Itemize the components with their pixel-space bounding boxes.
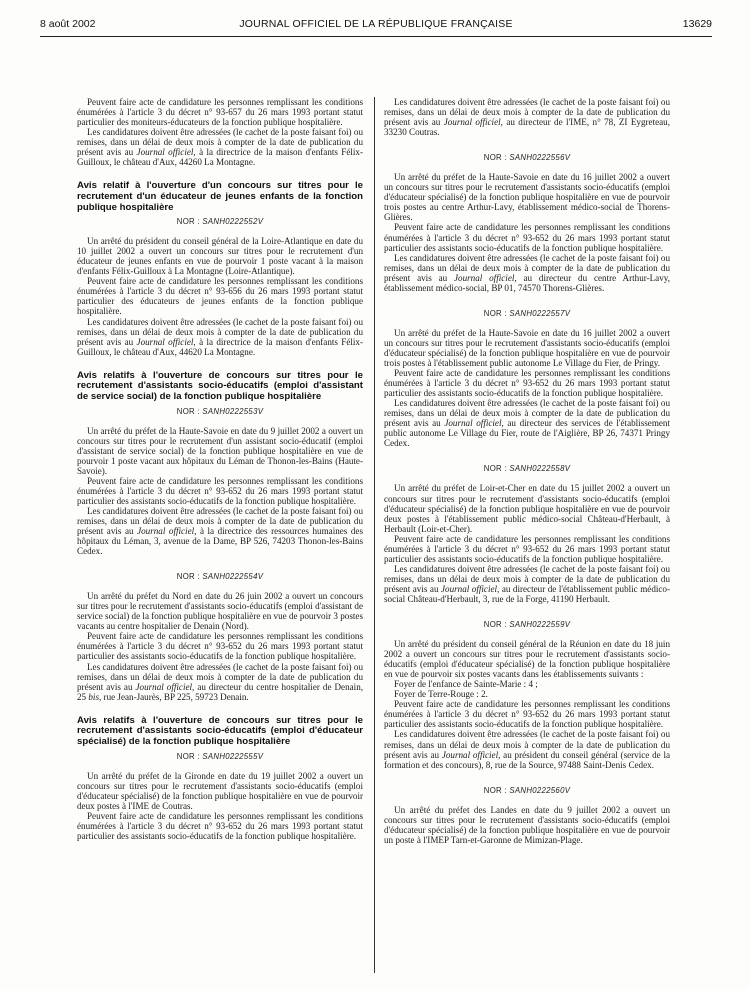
- journal-title: JOURNAL OFFICIEL DE LA RÉPUBLIQUE FRANÇAISE: [239, 18, 513, 30]
- nor-reference: NOR : SANH0222556V: [483, 153, 571, 163]
- nor-reference: NOR : SANH0222559V: [483, 620, 571, 630]
- paragraph: Un arrêté du préfet de la Haute-Savoie en date du 9 juillet 2002 a ouvert un concours sur titres pour le recrutement d'un assistant socio-éducatif (emploi d'assistant de service social) de la fonction publique hospitalière en vue de pourvoir 1 poste vacant aux hôpitaux du Léman de Thonon-les-Bains (Haute-Savoie).: [77, 425, 363, 476]
- paragraph: Un arrêté du préfet de Loir-et-Cher en date du 15 juillet 2002 a ouvert un concours sur titres pour le recrutement d'assistants socio-éducatifs (emploi d'éducateur spécialisé) de la fonction publique hospitalière en vue de pourvoir deux postes à l'établissement public médico-social Château-d'Herbault, à Herbault (Loir-et-Cher).: [384, 483, 670, 534]
- nor-reference: NOR : SANH0222560V: [483, 785, 571, 795]
- paragraph: Peuvent faire acte de candidature les personnes remplissant les conditions énumérées à l'article 3 du décret n° 93-652 du 26 mars 1993 portant statut particulier des assistants socio-éducatifs de la fonction publique hospitalière.: [384, 699, 670, 730]
- paragraph: Peuvent faire acte de candidature les personnes remplissant les conditions énumérées à l'article 3 du décret n° 93-656 du 26 mars 1993 portant statut particulier des éducateurs de jeunes enfants de la fonction publique hospitalière.: [77, 276, 363, 317]
- paragraph: Les candidatures doivent être adressées (le cachet de la poste faisant foi) ou remises, dans un délai de deux mois à compter de la date de publication du présent avis au Journal officiel, à la directrice des ressources humaines des hôpitaux du Léman, 3, avenue de la Dame, BP 526, 74203 Thonon-les-Bains Cedex.: [77, 505, 363, 557]
- paragraph: Peuvent faire acte de candidature les personnes remplissant les conditions énumérées à l'article 3 du décret n° 93-652 du 26 mars 1993 portant statut particulier des assistants socio-éducatifs de la fonction publique hospitalière.: [384, 368, 670, 399]
- paragraph: Les candidatures doivent être adressées (le cachet de la poste faisant foi) ou remises, dans un délai de deux mois à compter de la date de publication du présent avis au Journal officiel, au directeur des services de l'établissement public autonome Le Village du Fier, route de l'Aiglière, BP 26, 74371 Pringy Cedex.: [384, 398, 671, 449]
- notice-heading: Avis relatifs à l'ouverture de concours sur titres pour le recrutement d'assistants socio-éducatifs (emploi d'assistant de service social) de la fonction publique hospitalière: [77, 369, 363, 402]
- paragraph: Les candidatures doivent être adressées (le cachet de la poste faisant foi) ou remises, dans un délai de deux mois à compter de la date de publication du présent avis au Journal officiel, au directeur de l'IME, n° 78, ZI Eygreteau, 33230 Coutras.: [384, 97, 670, 138]
- publication-date: 8 août 2002: [40, 18, 96, 30]
- paragraph: Peuvent faire acte de candidature les personnes remplissant les conditions énumérées à l'article 3 du décret n° 93-652 du 26 mars 1993 portant statut particulier des assistants socio-éducatifs de la fonction publique hospitalière.: [384, 533, 670, 564]
- paragraph: Les candidatures doivent être adressées (le cachet de la poste faisant foi) ou remises, dans un délai de deux mois à compter de la date de publication du présent avis au Journal officiel, à la directrice de la maison d'enfants Félix-Guilloux, le château d'Aux, 44260 La Montagne.: [77, 127, 364, 168]
- notice-heading: Avis relatifs à l'ouverture de concours sur titres pour le recrutement d'assistants socio-éducatifs (emploi d'éducateur spécialisé) de la fonction publique hospitalière: [77, 714, 363, 747]
- header-rule: [40, 36, 712, 37]
- nor-reference: NOR : SANH0222552V: [176, 217, 264, 227]
- list-item: Foyer de l'enfance de Sainte-Marie : 4 ;: [394, 679, 538, 690]
- column-divider: [374, 97, 375, 973]
- right-column: [384, 97, 670, 845]
- paragraph: Peuvent faire acte de candidature les personnes remplissant les conditions énumérées à l'article 3 du décret n° 93-652 du 26 mars 1993 portant statut particulier des assistants socio-éducatifs de la fonction publique hospitalière.: [77, 810, 363, 841]
- paragraph: Un arrêté du préfet de la Gironde en date du 19 juillet 2002 a ouvert un concours sur titres pour le recrutement d'assistants socio-éducatifs (emploi d'éducateur spécialisé) de la fonction publique hospitalière en vue de pourvoir deux postes à l'IME de Coutras.: [77, 770, 363, 811]
- paragraph: Un arrêté du président du conseil général de la Réunion en date du 18 juin 2002 a ouvert un concours sur titres pour le recrutement d'assistants socio-éducatifs (emploi d'éducateur spécialisé) de la fonction publique hospitalière en vue de pourvoir six postes vacants dans les établissements suivants :: [384, 639, 670, 680]
- nor-reference: NOR : SANH0222557V: [483, 308, 571, 318]
- paragraph: Un arrêté du président du conseil général de la Loire-Atlantique en date du 10 juillet 2002 a ouvert un concours sur titres pour le recrutement d'un éducateur de jeunes enfants en vue de pourvoir 1 poste vacant à la maison d'enfants Félix-Guilloux à La Montagne (Loire-Atlantique).: [77, 236, 363, 277]
- paragraph: Les candidatures doivent être adressées (le cachet de la poste faisant foi) ou remises, dans un délai de deux mois à compter de la date de publication du présent avis au Journal officiel, au directeur du centre Arthur-Lavy, établissement médico-social, BP 01, 74570 Thorens-Glières.: [384, 252, 670, 293]
- list-item: Foyer de Terre-Rouge : 2.: [394, 689, 488, 700]
- paragraph: Les candidatures doivent être adressées (le cachet de la poste faisant foi) ou remises, dans un délai de deux mois à compter de la date de publication du présent avis au Journal officiel, à la directrice de la maison d'enfants Félix-Guilloux, le château d'Aux, 44620 La Montagne.: [77, 316, 364, 357]
- nor-reference: NOR : SANH0222555V: [176, 751, 264, 761]
- paragraph: Les candidatures doivent être adressées (le cachet de la poste faisant foi) ou remises, dans un délai de deux mois à compter de la date de publication du présent avis au Journal officiel, au directeur du centre hospitalier de Denain, 25 bis, rue Jean-Jaurès, BP 225, 59723 Denain.: [77, 661, 364, 702]
- paragraph: Un arrêté du préfet de la Haute-Savoie en date du 16 juillet 2002 a ouvert un concours sur titres pour le recrutement d'assistants socio-éducatifs (emploi d'éducateur spécialisé) de la fonction publique hospitalière en vue de pourvoir trois postes au centre Arthur-Lavy, établissement médico-social de Thorens-Glières.: [384, 172, 670, 223]
- paragraph: Peuvent faire acte de candidature les personnes remplissant les conditions énumérées à l'article 3 du décret n° 93-652 du 26 mars 1993 portant statut particulier des assistants socio-éducatifs de la fonction publique hospitalière.: [77, 475, 363, 506]
- paragraph: Peuvent faire acte de candidature les personnes remplissant les conditions énumérées à l'article 3 du décret n° 93-652 du 26 mars 1993 portant statut particulier des assistants socio-éducatifs de la fonction publique hospitalière.: [77, 631, 363, 662]
- paragraph: Les candidatures doivent être adressées (le cachet de la poste faisant foi) ou remises, dans un délai de deux mois à compter de la date de publication du présent avis au Journal officiel, au président du conseil général (service de la formation et des concours), 8, rue de la Source, 97488 Saint-Denis Cedex.: [384, 729, 671, 770]
- nor-reference: NOR : SANH0222553V: [176, 406, 264, 416]
- notice-heading: Avis relatif à l'ouverture d'un concours sur titres pour le recrutement d'un éducateur de jeunes enfants de la fonction publique hospitalière: [77, 180, 363, 213]
- paragraph: Un arrêté du préfet des Landes en date du 9 juillet 2002 a ouvert un concours sur titres pour le recrutement d'assistants socio-éducatifs (emploi d'éducateur spécialisé) de la fonction publique hospitalière en vue de pourvoir un poste à l'IMEP Tarn-et-Garonne de Mimizan-Plage.: [384, 804, 670, 845]
- paragraph: Un arrêté du préfet de la Haute-Savoie en date du 16 juillet 2002 a ouvert un concours sur titres pour le recrutement d'assistants socio-éducatifs (emploi d'éducateur spécialisé) de la fonction publique hospitalière en vue de pourvoir trois postes à l'établissement public autonome Le Village du Fier, de Pringy.: [384, 327, 670, 368]
- paragraph: Les candidatures doivent être adressées (le cachet de la poste faisant foi) ou remises, dans un délai de deux mois à compter de la date de publication du présent avis au Journal officiel, au directeur de l'établissement public médico-social Château-d'Herbault, 3, rue de la Forge, 41190 Herbault.: [384, 563, 671, 604]
- paragraph: Peuvent faire acte de candidature les personnes remplissant les conditions énumérées à l'article 3 du décret n° 93-652 du 26 mars 1993 portant statut particulier des assistants socio-éducatifs de la fonction publique hospitalière.: [384, 222, 670, 253]
- nor-reference: NOR : SANH0222554V: [176, 572, 264, 582]
- nor-reference: NOR : SANH0222558V: [483, 464, 571, 474]
- page-number: 13629: [682, 18, 712, 30]
- paragraph: Peuvent faire acte de candidature les personnes remplissant les conditions énumérées à l'article 3 du décret n° 93-657 du 26 mars 1993 portant statut particulier des moniteurs-éducateurs de la fonction publique hospitalière.: [77, 97, 363, 128]
- page-header: [40, 18, 712, 34]
- paragraph: Un arrêté du préfet du Nord en date du 26 juin 2002 a ouvert un concours sur titres pour le recrutement d'assistants socio-éducatifs (emploi d'assistant de service social) de la fonction publique hospitalière en vue de pourvoir 3 postes vacants au centre hospitalier de Denain (Nord).: [77, 591, 363, 632]
- left-column: [77, 97, 363, 841]
